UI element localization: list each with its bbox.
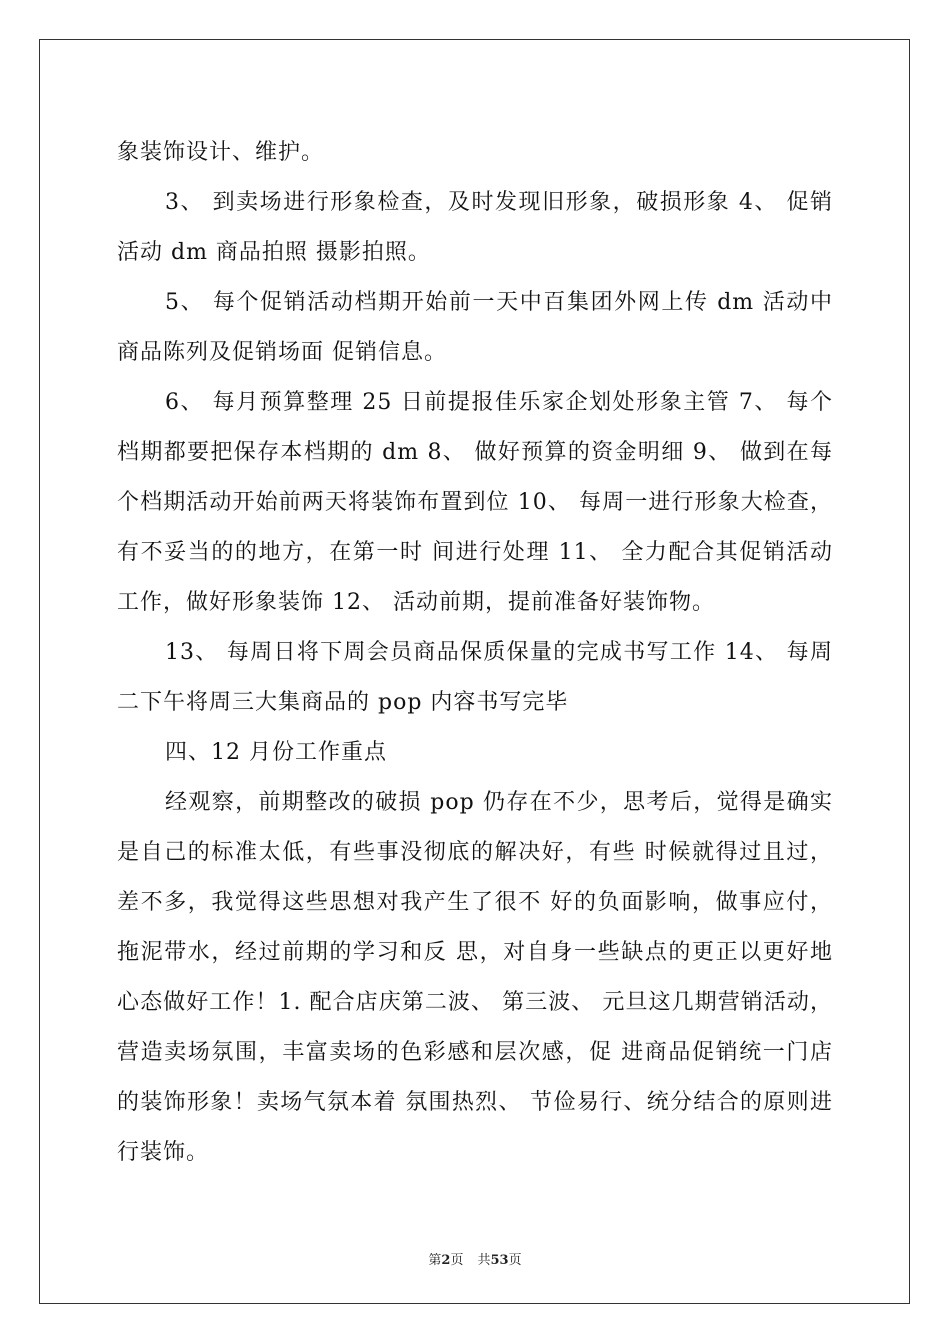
footer-total-suffix: 页 <box>508 1253 522 1268</box>
footer-page-prefix: 第 <box>428 1253 442 1268</box>
paragraph-4: 6、 每月预算整理 25 日前提报佳乐家企划处形象主管 7、 每个档期都要把保存本档期的 dm 8、 做好预算的资金明细 9、 做到在每个档期活动开始前两天将装饰布置到位 10、 每周一进行形象大检查，有不妥当的的地方，在第一时 间进行处理 11、 全力配合其促销活动工作，做好形象装饰 12、 活动前期，提前准备好装饰物。 <box>117 390 833 615</box>
paragraph-3: 5、 每个促销活动档期开始前一天中百集团外网上传 dm 活动中商品陈列及促销场面 促销信息。 <box>117 290 833 365</box>
document-body <box>117 128 833 1178</box>
paragraph-2: 3、 到卖场进行形象检查，及时发现旧形象，破损形象 4、 促销活动 dm 商品拍照 摄影拍照。 <box>117 190 833 265</box>
section-heading: 四、12 月份工作重点 <box>165 740 387 765</box>
paragraph-1: 象装饰设计、维护。 <box>117 140 325 165</box>
page-footer <box>0 1249 950 1268</box>
footer-page-number: 2 <box>441 1253 451 1268</box>
paragraph-6: 经观察，前期整改的破损 pop 仍存在不少，思考后，觉得是确实是自己的标准太低，有些事没彻底的解决好，有些 时候就得过且过，差不多，我觉得这些思想对我产生了很不 好的负面影响，做事应付，拖泥带水，经过前期的学习和反 思，对自身一些缺点的更正以更好地心态做好工作！1. 配合店庆第二波、 第三波、 元旦这几期营销活动， 营造卖场氛围，丰富卖场的色彩感和层次感，促 进商品促销统一门店的装饰形象！卖场气氛本着 氛围热烈、 节俭易行、统分结合的原则进行装饰。 <box>117 790 833 1165</box>
footer-total-pages: 53 <box>490 1253 509 1268</box>
footer-total-prefix: 共 <box>477 1253 491 1268</box>
footer-page-suffix: 页 <box>450 1253 464 1268</box>
paragraph-5: 13、 每周日将下周会员商品保质保量的完成书写工作 14、 每周二下午将周三大集商品的 pop 内容书写完毕 <box>117 640 833 715</box>
